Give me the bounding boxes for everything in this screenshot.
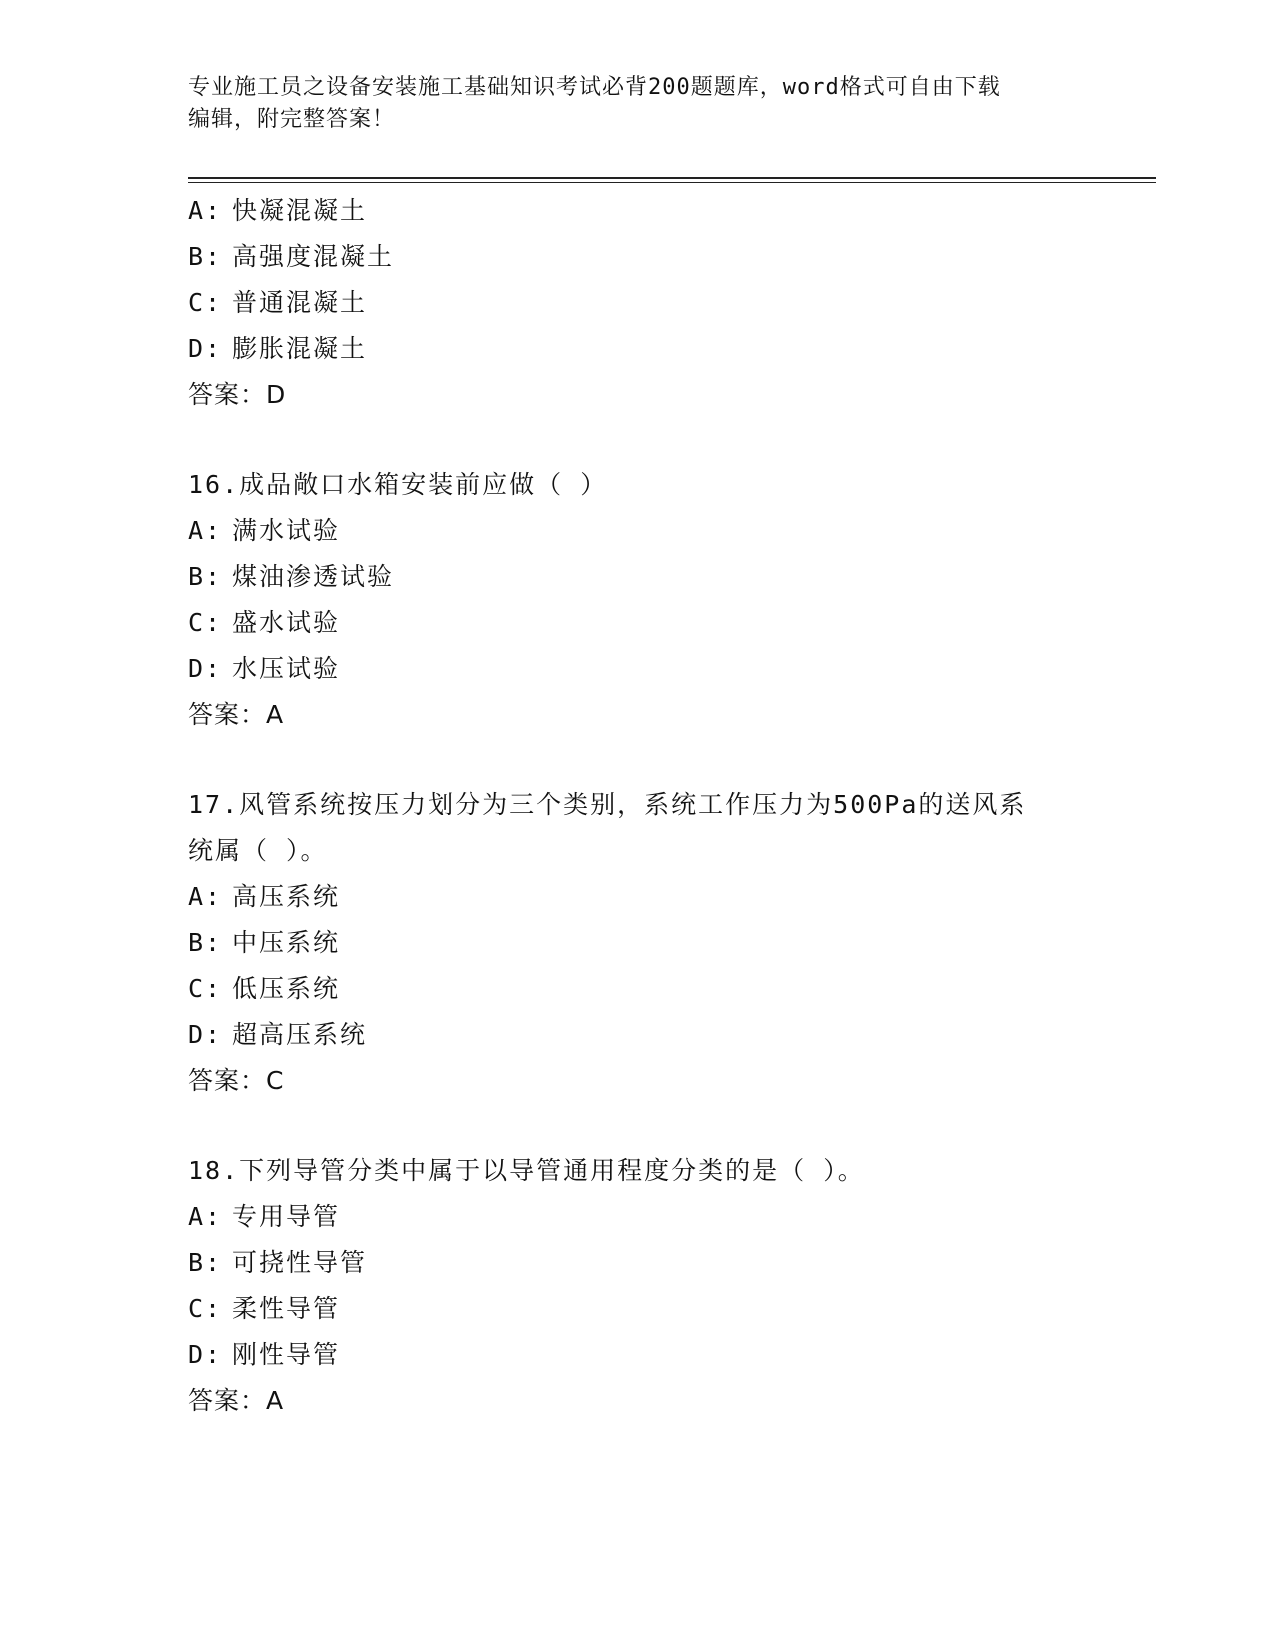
header-rule-thin	[188, 182, 1156, 183]
question-text-line-2: 统属（ ）。	[188, 836, 328, 865]
option-a: A: 快凝混凝土	[188, 196, 368, 225]
option-d: D: 水压试验	[188, 654, 341, 683]
option-b: B: 煤油渗透试验	[188, 562, 395, 591]
answer: 答案：A	[188, 700, 285, 729]
option-a: A: 满水试验	[188, 516, 341, 545]
question-16	[188, 462, 1156, 738]
option-b: B: 高强度混凝土	[188, 242, 395, 271]
header-rule-thick	[188, 177, 1156, 179]
option-c: C: 普通混凝土	[188, 288, 368, 317]
question-18	[188, 1148, 1156, 1424]
option-d: D: 刚性导管	[188, 1340, 341, 1369]
header-line-1: 专业施工员之设备安装施工基础知识考试必背200题题库，word格式可自由下载	[188, 75, 1001, 100]
document-header	[188, 72, 1068, 136]
answer: 答案：C	[188, 1066, 285, 1095]
header-line-2: 编辑，附完整答案！	[188, 107, 396, 132]
option-d: D: 超高压系统	[188, 1020, 368, 1049]
option-b: B: 可挠性导管	[188, 1248, 368, 1277]
option-a: A: 高压系统	[188, 882, 341, 911]
option-c: C: 柔性导管	[188, 1294, 341, 1323]
option-b: B: 中压系统	[188, 928, 341, 957]
question-text: 16.成品敞口水箱安装前应做（ ）	[188, 470, 608, 499]
option-c: C: 盛水试验	[188, 608, 341, 637]
question-17	[188, 782, 1156, 1104]
question-text-line-1: 17.风管系统按压力划分为三个类别，系统工作压力为500Pa的送风系	[188, 790, 1027, 819]
question-text: 18.下列导管分类中属于以导管通用程度分类的是（ ）。	[188, 1156, 865, 1185]
answer: 答案：D	[188, 380, 287, 409]
answer: 答案：A	[188, 1386, 285, 1415]
option-a: A: 专用导管	[188, 1202, 341, 1231]
option-d: D: 膨胀混凝土	[188, 334, 368, 363]
option-c: C: 低压系统	[188, 974, 341, 1003]
question-list	[188, 188, 1156, 1424]
question-15	[188, 188, 1156, 418]
